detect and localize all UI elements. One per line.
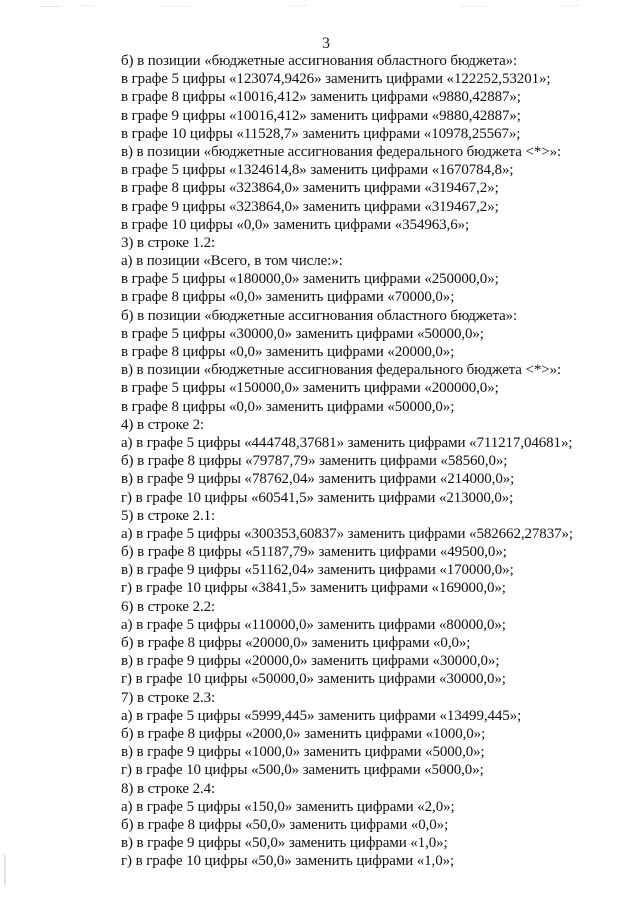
text-line: а) в графе 5 цифры «300353,60837» заменить цифрами «582662,27837»; [121,525,573,542]
text-line: а) в графе 5 цифры «444748,37681» заменить цифрами «711217,04681»; [121,434,573,451]
text-line: 4) в строке 2: [121,416,205,433]
text-line: 6) в строке 2.2: [121,598,216,615]
text-line: г) в графе 10 цифры «60541,5» заменить цифрами «213000,0»; [121,489,514,506]
text-line: г) в графе 10 цифры «3841,5» заменить цифрами «169000,0»; [121,580,506,597]
text-line: в графе 5 цифры «1324614,8» заменить цифрами «1670784,8»; [121,162,514,179]
text-line: а) в графе 5 цифры «5999,445» заменить цифрами «13499,445»; [121,707,522,724]
text-line: в) в позиции «бюджетные ассигнования федерального бюджета <*>»: [121,143,562,160]
text-line: в графе 5 цифры «123074,9426» заменить цифрами «122252,53201»; [121,71,551,88]
text-line: б) в графе 8 цифры «50,0» заменить цифрами «0,0»; [121,816,449,833]
document-body [121,52,601,870]
text-line: а) в графе 5 цифры «150,0» заменить цифрами «2,0»; [121,798,455,815]
text-line: 3) в строке 1.2: [121,234,216,251]
text-line: г) в графе 10 цифры «500,0» заменить цифрами «5000,0»; [121,762,484,779]
text-line: а) в позиции «Всего, в том числе:»: [121,253,343,270]
page-number: 3 [322,35,330,52]
text-line: в графе 5 цифры «150000,0» заменить цифрами «200000,0»; [121,380,499,397]
text-line: в) в графе 9 цифры «50,0» заменить цифрами «1,0»; [121,835,448,852]
text-line: б) в позиции «бюджетные ассигнования областного бюджета»: [121,307,518,324]
text-line: в) в графе 9 цифры «51162,04» заменить цифрами «170000,0»; [121,562,514,579]
text-line: б) в графе 8 цифры «79787,79» заменить цифрами «58560,0»; [121,453,508,470]
text-line: в) в графе 9 цифры «1000,0» заменить цифрами «5000,0»; [121,744,485,761]
text-line: в) в графе 9 цифры «78762,04» заменить цифрами «214000,0»; [121,471,515,488]
text-line: в графе 8 цифры «10016,412» заменить цифрами «9880,42887»; [121,89,521,106]
text-line: в) в позиции «бюджетные ассигнования федерального бюджета <*>»: [121,362,562,379]
text-line: б) в графе 8 цифры «51187,79» заменить цифрами «49500,0»; [121,544,507,561]
text-line: в графе 8 цифры «323864,0» заменить цифрами «319467,2»; [121,180,499,197]
text-line: в графе 8 цифры «0,0» заменить цифрами «20000,0»; [121,344,455,360]
text-line: б) в графе 8 цифры «20000,0» заменить цифрами «0,0»; [121,635,471,651]
text-line: 8) в строке 2.4: [121,780,216,797]
text-line: в графе 5 цифры «30000,0» заменить цифрами «50000,0»; [121,325,484,342]
text-line: в графе 9 цифры «323864,0» заменить цифрами «319467,2»; [121,198,499,215]
scan-edge-marks [40,4,600,10]
text-line: в графе 8 цифры «0,0» заменить цифрами «50000,0»; [121,398,455,415]
text-line: б) в графе 8 цифры «2000,0» заменить цифрами «1000,0»; [121,725,486,742]
text-line: в графе 10 цифры «0,0» заменить цифрами «354963,6»; [121,216,470,233]
scan-edge-mark-left [4,855,6,885]
text-line: б) в позиции «бюджетные ассигнования областного бюджета»: [121,53,518,69]
text-line: в графе 8 цифры «0,0» заменить цифрами «70000,0»; [121,289,455,306]
text-line: в графе 10 цифры «11528,7» заменить цифрами «10978,25567»; [121,125,521,142]
text-line: г) в графе 10 цифры «50,0» заменить цифрами «1,0»; [121,853,455,870]
text-line: 7) в строке 2.3: [121,689,216,706]
text-line: в) в графе 9 цифры «20000,0» заменить цифрами «30000,0»; [121,653,500,670]
text-line: в графе 9 цифры «10016,412» заменить цифрами «9880,42887»; [121,107,521,124]
text-line: г) в графе 10 цифры «50000,0» заменить цифрами «30000,0»; [121,671,506,688]
text-line: а) в графе 5 цифры «110000,0» заменить цифрами «80000,0»; [121,616,506,633]
text-line: 5) в строке 2.1: [121,507,216,524]
text-line: в графе 5 цифры «180000,0» заменить цифрами «250000,0»; [121,271,499,288]
